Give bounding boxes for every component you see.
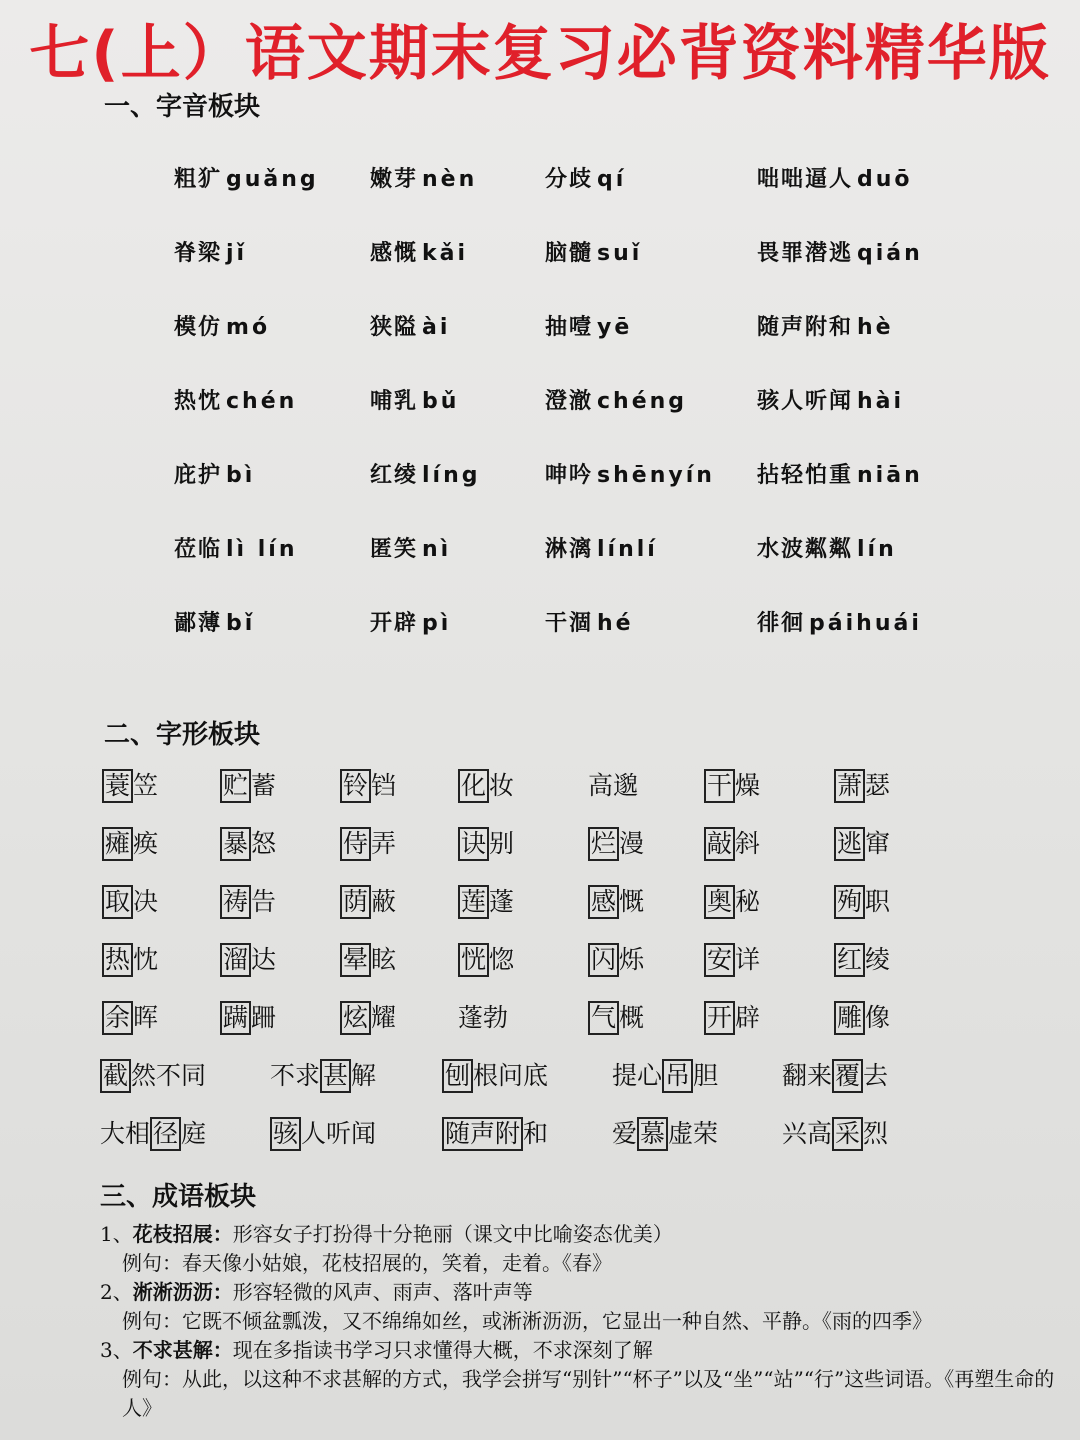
highlighted-character: 热: [102, 943, 133, 977]
pronunciation-item: [370, 384, 459, 415]
character-form-item: [458, 884, 514, 920]
character-form-item: [220, 768, 276, 804]
pronunciation-item: [370, 606, 451, 637]
pronunciation-word: 狭隘: [370, 314, 419, 340]
character-form-item: [834, 942, 890, 978]
highlighted-character: 覆: [832, 1059, 863, 1093]
idiom-example: 例句：春天像小姑娘，花枝招展的，笑着，走着。《春》: [122, 1251, 612, 1275]
section-idioms-heading: 三、成语板块: [100, 1182, 257, 1212]
character-form-item: [834, 1000, 890, 1036]
pronunciation-word: 干涸: [545, 610, 594, 636]
pronunciation-item: [757, 532, 897, 563]
highlighted-character: 炫: [340, 1001, 371, 1035]
pronunciation-item: [545, 606, 634, 637]
character-plain: 窜: [865, 829, 891, 858]
highlighted-character: 气: [588, 1001, 619, 1035]
character-plain: 告: [251, 887, 277, 916]
pronunciation-item: [757, 162, 913, 193]
character-form-item: [340, 768, 396, 804]
pronunciation-word: 澄澈: [545, 388, 594, 414]
character-plain: 辟: [735, 1003, 761, 1032]
pronunciation-word: 莅临: [174, 536, 223, 562]
pronunciation-word: 粗犷: [174, 166, 223, 192]
highlighted-character: 闪: [588, 943, 619, 977]
highlighted-character: 随声附: [442, 1117, 523, 1151]
pinyin-annotation: líng: [422, 463, 481, 488]
character-form-item: [340, 1000, 396, 1036]
pinyin-annotation: bì: [226, 463, 256, 488]
character-form-row: [0, 826, 1080, 870]
character-plain: 蓬: [489, 887, 515, 916]
pinyin-annotation: ài: [422, 315, 451, 340]
pronunciation-word: 脊梁: [174, 240, 223, 266]
highlighted-character: 晕: [340, 943, 371, 977]
character-plain: 像: [865, 1003, 891, 1032]
character-plain: 概: [619, 1003, 645, 1032]
document-title: 七(上）语文期末复习必背资料精华版: [29, 19, 1051, 89]
pronunciation-word: 拈轻怕重: [757, 462, 854, 488]
pinyin-annotation: suǐ: [597, 241, 643, 266]
pinyin-annotation: hé: [597, 611, 634, 636]
character-form-item: [612, 1116, 718, 1152]
character-plain: 提心: [612, 1061, 663, 1090]
character-form-item: [704, 942, 760, 978]
pronunciation-word: 淋漓: [545, 536, 594, 562]
pronunciation-row: [0, 384, 1080, 424]
pronunciation-item: [545, 162, 626, 193]
highlighted-character: 敲: [704, 827, 735, 861]
highlighted-character: 莲: [458, 885, 489, 919]
highlighted-character: 慕: [637, 1117, 668, 1151]
character-form-item: [102, 768, 158, 804]
highlighted-character: 逃: [834, 827, 865, 861]
character-form-item: [220, 942, 276, 978]
character-form-row: [0, 768, 1080, 812]
pinyin-annotation: qián: [857, 241, 923, 266]
character-plain: 大相: [100, 1119, 151, 1148]
highlighted-character: 诀: [458, 827, 489, 861]
character-plain: 庭: [181, 1119, 207, 1148]
character-form-item: [442, 1058, 548, 1094]
pronunciation-item: [545, 236, 642, 267]
character-plain: 详: [735, 945, 761, 974]
idiom-example: 例句：从此，以这种不求甚解的方式，我学会拼写“别针”“杯子”以及“坐”“站”“行”这些词语。《再塑生命的人》: [122, 1367, 1055, 1420]
character-form-item: [458, 768, 514, 804]
character-plain: 根问底: [473, 1061, 549, 1090]
pronunciation-word: 嫩芽: [370, 166, 419, 192]
pronunciation-item: [370, 162, 477, 193]
pronunciation-item: [545, 532, 658, 563]
highlighted-character: 暴: [220, 827, 251, 861]
character-plain: 瑟: [865, 771, 891, 800]
idiom-term: 不求甚解：: [132, 1338, 233, 1362]
character-plain: 然不同: [131, 1061, 207, 1090]
pronunciation-item: [757, 310, 894, 341]
character-form-item: [588, 1000, 644, 1036]
character-form-item: [612, 1058, 718, 1094]
character-form-item: [102, 942, 158, 978]
pronunciation-item: [757, 606, 922, 637]
pronunciation-row: [0, 236, 1080, 276]
pronunciation-word: 热忱: [174, 388, 223, 414]
idiom-term: 淅淅沥沥：: [132, 1280, 233, 1304]
character-form-row: [0, 1000, 1080, 1044]
character-plain: 绫: [865, 945, 891, 974]
idiom-definition: [100, 1336, 1070, 1365]
highlighted-character: 径: [150, 1117, 181, 1151]
character-plain: 妆: [489, 771, 515, 800]
highlighted-character: 殉: [834, 885, 865, 919]
character-plain: 胆: [693, 1061, 719, 1090]
character-form-item: [588, 884, 644, 920]
idiom-meaning: 现在多指读书学习只求懂得大概，不求深刻了解: [232, 1338, 653, 1362]
highlighted-character: 安: [704, 943, 735, 977]
character-plain: 跚: [251, 1003, 277, 1032]
character-form-item: [834, 826, 890, 862]
character-plain: 决: [133, 887, 159, 916]
pronunciation-item: [174, 606, 255, 637]
pinyin-annotation: mó: [226, 315, 271, 340]
character-form-item: [588, 768, 638, 804]
pinyin-annotation: guǎng: [226, 167, 319, 192]
character-form-item: [588, 826, 644, 862]
pronunciation-item: [370, 532, 451, 563]
character-plain: 和: [523, 1119, 549, 1148]
idiom-number: 2、: [100, 1280, 133, 1304]
idiom-list: [100, 1220, 1070, 1423]
character-form-item: [102, 1000, 158, 1036]
pronunciation-word: 分歧: [545, 166, 594, 192]
character-plain: 晖: [133, 1003, 159, 1032]
pronunciation-row: [0, 162, 1080, 202]
character-form-item: [220, 884, 276, 920]
pinyin-annotation: nì: [422, 537, 452, 562]
character-plain: 眩: [371, 945, 397, 974]
character-plain: 不求: [270, 1061, 321, 1090]
pronunciation-item: [174, 236, 247, 267]
pronunciation-item: [545, 458, 715, 489]
pronunciation-item: [370, 310, 450, 341]
pronunciation-item: [174, 458, 255, 489]
character-form-item: [458, 826, 514, 862]
section-character-form-heading: 二、字形板块: [104, 720, 261, 750]
character-plain: 爱: [612, 1119, 638, 1148]
character-form-item: [704, 1000, 760, 1036]
pronunciation-word: 骇人听闻: [757, 388, 854, 414]
pinyin-annotation: chén: [226, 389, 298, 414]
character-form-item: [458, 942, 514, 978]
pronunciation-row: [0, 532, 1080, 572]
character-form-item: [220, 1000, 276, 1036]
highlighted-character: 荫: [340, 885, 371, 919]
character-plain: 惚: [489, 945, 515, 974]
pronunciation-row: [0, 458, 1080, 498]
pinyin-annotation: bǔ: [422, 389, 460, 414]
character-form-item: [102, 826, 158, 862]
character-plain: 漫: [619, 829, 645, 858]
pronunciation-item: [757, 458, 923, 489]
highlighted-character: 恍: [458, 943, 489, 977]
pinyin-annotation: qí: [597, 167, 627, 192]
character-plain: 兴高: [782, 1119, 833, 1148]
character-plain: 铛: [371, 771, 397, 800]
highlighted-character: 甚: [320, 1059, 351, 1093]
character-plain: 蓄: [251, 771, 277, 800]
character-plain: 蔽: [371, 887, 397, 916]
character-form-item: [340, 826, 396, 862]
pronunciation-row: [0, 606, 1080, 646]
character-form-item: [782, 1116, 888, 1152]
highlighted-character: 雕: [834, 1001, 865, 1035]
character-plain: 烁: [619, 945, 645, 974]
pronunciation-item: [757, 384, 904, 415]
highlighted-character: 铃: [340, 769, 371, 803]
pronunciation-word: 鄙薄: [174, 610, 223, 636]
highlighted-character: 骇: [270, 1117, 301, 1151]
pronunciation-row: [0, 310, 1080, 350]
pronunciation-word: 模仿: [174, 314, 223, 340]
highlighted-character: 化: [458, 769, 489, 803]
highlighted-character: 侍: [340, 827, 371, 861]
idiom-number: 3、: [100, 1338, 133, 1362]
pronunciation-word: 抽噎: [545, 314, 594, 340]
pronunciation-word: 感慨: [370, 240, 419, 266]
character-form-item: [442, 1116, 548, 1152]
character-plain: 慨: [619, 887, 645, 916]
highlighted-character: 开: [704, 1001, 735, 1035]
pronunciation-word: 呻吟: [545, 462, 594, 488]
highlighted-character: 奥: [704, 885, 735, 919]
highlighted-character: 干: [704, 769, 735, 803]
highlighted-character: 溜: [220, 943, 251, 977]
idiom-meaning: 形容轻微的风声、雨声、落叶声等: [232, 1280, 533, 1304]
pronunciation-word: 庇护: [174, 462, 223, 488]
highlighted-character: 蓑: [102, 769, 133, 803]
pinyin-annotation: nèn: [422, 167, 478, 192]
pinyin-annotation: duō: [857, 167, 913, 192]
pronunciation-word: 咄咄逼人: [757, 166, 854, 192]
idiom-definition: [100, 1278, 1070, 1307]
idiom-meaning: 形容女子打扮得十分艳丽（课文中比喻姿态优美）: [232, 1222, 673, 1246]
character-form-item: [102, 884, 158, 920]
character-plain: 烈: [863, 1119, 889, 1148]
character-form-item: [704, 826, 760, 862]
pinyin-annotation: jǐ: [226, 241, 248, 266]
character-plain: 笠: [133, 771, 159, 800]
highlighted-character: 瘫: [102, 827, 133, 861]
character-form-item: [782, 1058, 888, 1094]
character-plain: 翻来: [782, 1061, 833, 1090]
pinyin-annotation: chéng: [597, 389, 688, 414]
character-plain: 职: [865, 887, 891, 916]
character-plain: 人听闻: [301, 1119, 377, 1148]
pronunciation-word: 哺乳: [370, 388, 419, 414]
idiom-definition: [100, 1220, 1070, 1249]
pronunciation-item: [545, 310, 632, 341]
idiom-number: 1、: [100, 1222, 133, 1246]
character-form-item: [220, 826, 276, 862]
character-form-item: [100, 1116, 206, 1152]
pronunciation-word: 红绫: [370, 462, 419, 488]
character-plain: 达: [251, 945, 277, 974]
pronunciation-word: 水波粼粼: [757, 536, 854, 562]
highlighted-character: 萧: [834, 769, 865, 803]
character-plain: 高邈: [588, 771, 639, 800]
highlighted-character: 祷: [220, 885, 251, 919]
highlighted-character: 感: [588, 885, 619, 919]
character-plain: 虚荣: [668, 1119, 719, 1148]
character-plain: 耀: [371, 1003, 397, 1032]
character-form-item: [458, 1000, 508, 1036]
pinyin-annotation: lín: [857, 537, 897, 562]
character-form-item: [834, 768, 890, 804]
character-plain: 燥: [735, 771, 761, 800]
pinyin-annotation: niān: [857, 463, 923, 488]
character-form-item: [340, 884, 396, 920]
highlighted-character: 吊: [662, 1059, 693, 1093]
pinyin-annotation: yē: [597, 315, 633, 340]
highlighted-character: 蹒: [220, 1001, 251, 1035]
pinyin-annotation: pì: [422, 611, 452, 636]
highlighted-character: 余: [102, 1001, 133, 1035]
character-plain: 解: [351, 1061, 377, 1090]
pronunciation-item: [370, 458, 481, 489]
character-plain: 忱: [133, 945, 159, 974]
highlighted-character: 红: [834, 943, 865, 977]
idiom-example: 例句：它既不倾盆瓢泼，又不绵绵如丝，或淅淅沥沥，它显出一种自然、平静。《雨的四季》: [122, 1309, 932, 1333]
pinyin-annotation: bǐ: [226, 611, 256, 636]
idiom-term: 花枝招展：: [132, 1222, 233, 1246]
character-form-item: [100, 1058, 206, 1094]
pinyin-annotation: lì lín: [226, 537, 298, 562]
highlighted-character: 截: [100, 1059, 131, 1093]
section-pronunciation-heading: 一、字音板块: [104, 92, 261, 122]
character-form-row: [0, 1058, 1080, 1102]
character-form-item: [340, 942, 396, 978]
character-plain: 怒: [251, 829, 277, 858]
highlighted-character: 烂: [588, 827, 619, 861]
pronunciation-item: [174, 162, 319, 193]
character-plain: 别: [489, 829, 515, 858]
character-plain: 去: [863, 1061, 889, 1090]
pinyin-annotation: páihuái: [809, 611, 922, 636]
character-plain: 斜: [735, 829, 761, 858]
character-form-item: [704, 884, 760, 920]
pinyin-annotation: shēnyín: [597, 463, 715, 488]
highlighted-character: 贮: [220, 769, 251, 803]
character-plain: 痪: [133, 829, 159, 858]
character-form-row: [0, 884, 1080, 928]
pronunciation-item: [174, 310, 270, 341]
pronunciation-item: [545, 384, 687, 415]
pronunciation-item: [370, 236, 468, 267]
character-plain: 弄: [371, 829, 397, 858]
pronunciation-item: [174, 384, 297, 415]
pronunciation-word: 脑髓: [545, 240, 594, 266]
highlighted-character: 刨: [442, 1059, 473, 1093]
character-form-item: [834, 884, 890, 920]
character-form-item: [704, 768, 760, 804]
pronunciation-word: 畏罪潜逃: [757, 240, 854, 266]
character-form-row: [0, 942, 1080, 986]
highlighted-character: 采: [832, 1117, 863, 1151]
pinyin-annotation: línlí: [597, 537, 658, 562]
pinyin-annotation: kǎi: [422, 241, 469, 266]
pinyin-annotation: hè: [857, 315, 894, 340]
pronunciation-item: [174, 532, 298, 563]
pronunciation-word: 随声附和: [757, 314, 854, 340]
pronunciation-word: 开辟: [370, 610, 419, 636]
character-plain: 蓬勃: [458, 1003, 509, 1032]
pronunciation-item: [757, 236, 923, 267]
character-form-item: [588, 942, 644, 978]
pronunciation-word: 匿笑: [370, 536, 419, 562]
pinyin-annotation: hài: [857, 389, 905, 414]
character-form-row: [0, 1116, 1080, 1160]
highlighted-character: 取: [102, 885, 133, 919]
character-plain: 秘: [735, 887, 761, 916]
character-form-item: [270, 1058, 376, 1094]
character-form-item: [270, 1116, 376, 1152]
pronunciation-word: 徘徊: [757, 610, 806, 636]
